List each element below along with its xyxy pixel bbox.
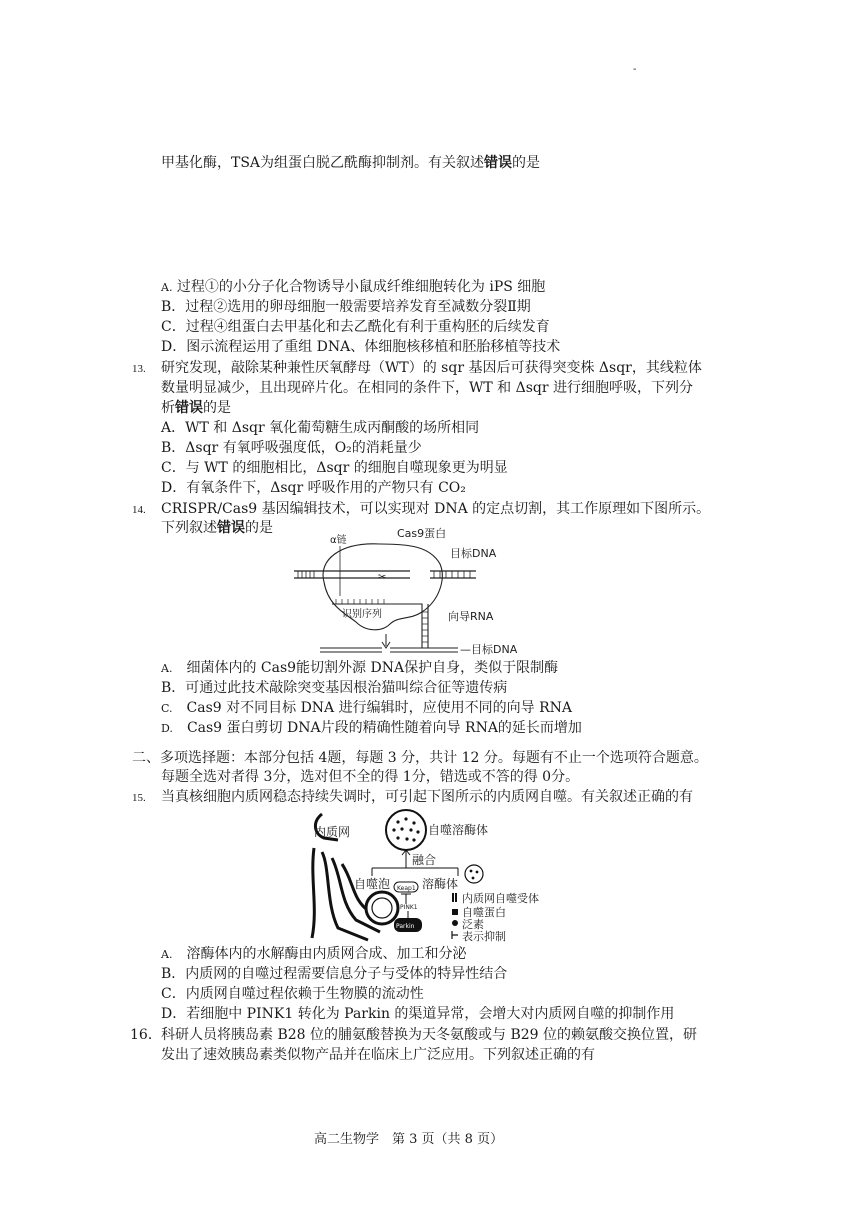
q14-option-c: C. Cas9 对不同目标 DNA 进行编辑时，应使用不同的向导 RNA [161,700,572,716]
label-keap1: Keap1 [397,885,416,892]
q13-option-a: A．WT 和 Δsqr 氧化葡萄糖生成丙酮酸的场所相同 [161,420,480,436]
legend-receptor: 内质网自噬受体 [462,892,539,905]
legend-ubiquitin: 泛素 [462,918,484,931]
label-target-dna-bottom: —目标DNA [460,643,518,656]
q15-stem: 当真核细胞内质网稳态持续失调时，可引起下图所示的内质网自噬。有关叙述正确的有 [161,789,693,805]
label-cas9: Cas9蛋白 [397,527,447,540]
q16-stem-line2: 发出了速效胰岛素类似物产品并在临床上广泛应用。下列叙述正确的有 [161,1047,595,1063]
legend-protein: 自噬蛋白 [462,906,506,919]
q14-option-d: D. Cas9 蛋白剪切 DNA片段的精确性随着向导 RNA的延长而增加 [161,720,582,736]
q14-stem-line1: CRISPR/Cas9 基因编辑技术，可以实现对 DNA 的定点切割，其工作原理如下图所示。 [161,501,711,517]
q12-option-a: A. 过程①的小分子化合物诱导小鼠成纤维细胞转化为 iPS 细胞 [161,279,546,295]
scissors-icon: ✂ [378,572,387,583]
q15-option-d: D．若细胞中 PINK1 转化为 Parkin 的渠道异常，会增大对内质网自噬的抑制作用 [161,1006,675,1022]
q16-number: 16． [130,1027,162,1043]
q15-number: 15. [132,792,146,804]
q12-option-b: B．过程②选用的卵母细胞一般需要培养发育至减数分裂Ⅱ期 [161,299,531,315]
crispr-diagram [290,520,530,660]
label-autolysosome: 自噬溶酶体 [428,823,489,837]
q13-stem-line1: 研究发现，敲除某种兼性厌氧酵母（WT）的 sqr 基因后可获得突变株 Δsqr，其线粒体 [161,360,702,376]
label-pink1: PINK1 [400,904,418,911]
q12-stem-bold: 错误 [484,155,513,171]
q14-number: 14. [132,504,146,516]
q14-option-b: B．可通过此技术敲除突变基因根治猫叫综合征等遗传病 [161,680,508,696]
q13-stem-line3: 析错误的是 [161,400,231,416]
page-footer: 高二生物学 第 3 页（共 8 页） [314,1132,504,1147]
label-alpha-chain: α链 [330,535,347,546]
q15-option-b: B．内质网的自噬过程需要信息分子与受体的特异性结合 [161,966,508,982]
q16-stem-line1: 科研人员将胰岛素 B28 位的脯氨酸替换为天冬氨酸或与 B29 位的赖氨酸交换位置，研 [161,1027,698,1043]
label-fusion: 融合 [412,853,437,867]
q14-option-a: A. 细菌体内的 Cas9能切割外源 DNA保护自身，类似于限制酶 [161,660,559,676]
label-target-dna: 目标DNA [450,547,497,560]
legend-inhibit: 表示抑制 [462,930,506,943]
section2-heading-line1: 二、多项选择题：本部分包括 4题，每题 3 分，共计 12 分。每题有不止一个选项符合题意。 [132,750,708,766]
q13-option-d: D．有氧条件下，Δsqr 呼吸作用的产物只有 CO₂ [161,480,466,496]
er-autophagy-diagram [308,808,548,944]
label-er: 内质网 [314,825,351,839]
q12-option-d: D．图示流程运用了重组 DNA、体细胞核移植和胚胎移植等技术 [161,339,561,355]
q14-stem-line2: 下列叙述错误的是 [161,520,273,536]
q15-option-c: C．内质网自噬过程依赖于生物膜的流动性 [161,986,424,1002]
label-recognition: 识别序列 [342,609,382,620]
q15-option-a: A. 溶酶体内的水解酶由内质网合成、加工和分泌 [161,946,467,962]
label-lysosome: 溶酶体 [422,877,459,891]
section2-heading-line2: 每题全选对者得 3分，选对但不全的得 1分，错选或不答的得 0分。 [161,769,580,785]
label-parkin: Parkin [396,923,415,930]
q13-option-c: C．与 WT 的细胞相比，Δsqr 的细胞自噬现象更为明显 [161,460,508,476]
label-guide-rna: 向导RNA [448,610,494,623]
q12-option-c: C．过程④组蛋白去甲基化和去乙酰化有利于重构胚的后续发育 [161,319,550,335]
top-mark: - [633,64,637,75]
label-autophagosome: 自噬泡 [354,877,391,891]
q12-stem: 甲基化酶，TSA为组蛋白脱乙酰酶抑制剂。有关叙述错误的是 [161,155,541,171]
q13-number: 13. [132,363,146,375]
q13-option-b: B．Δsqr 有氧呼吸强度低，O₂的消耗量少 [161,440,422,456]
q13-stem-line2: 数量明显减少，且出现碎片化。在相同的条件下，WT 和 Δsqr 进行细胞呼吸，下列分 [161,380,694,396]
